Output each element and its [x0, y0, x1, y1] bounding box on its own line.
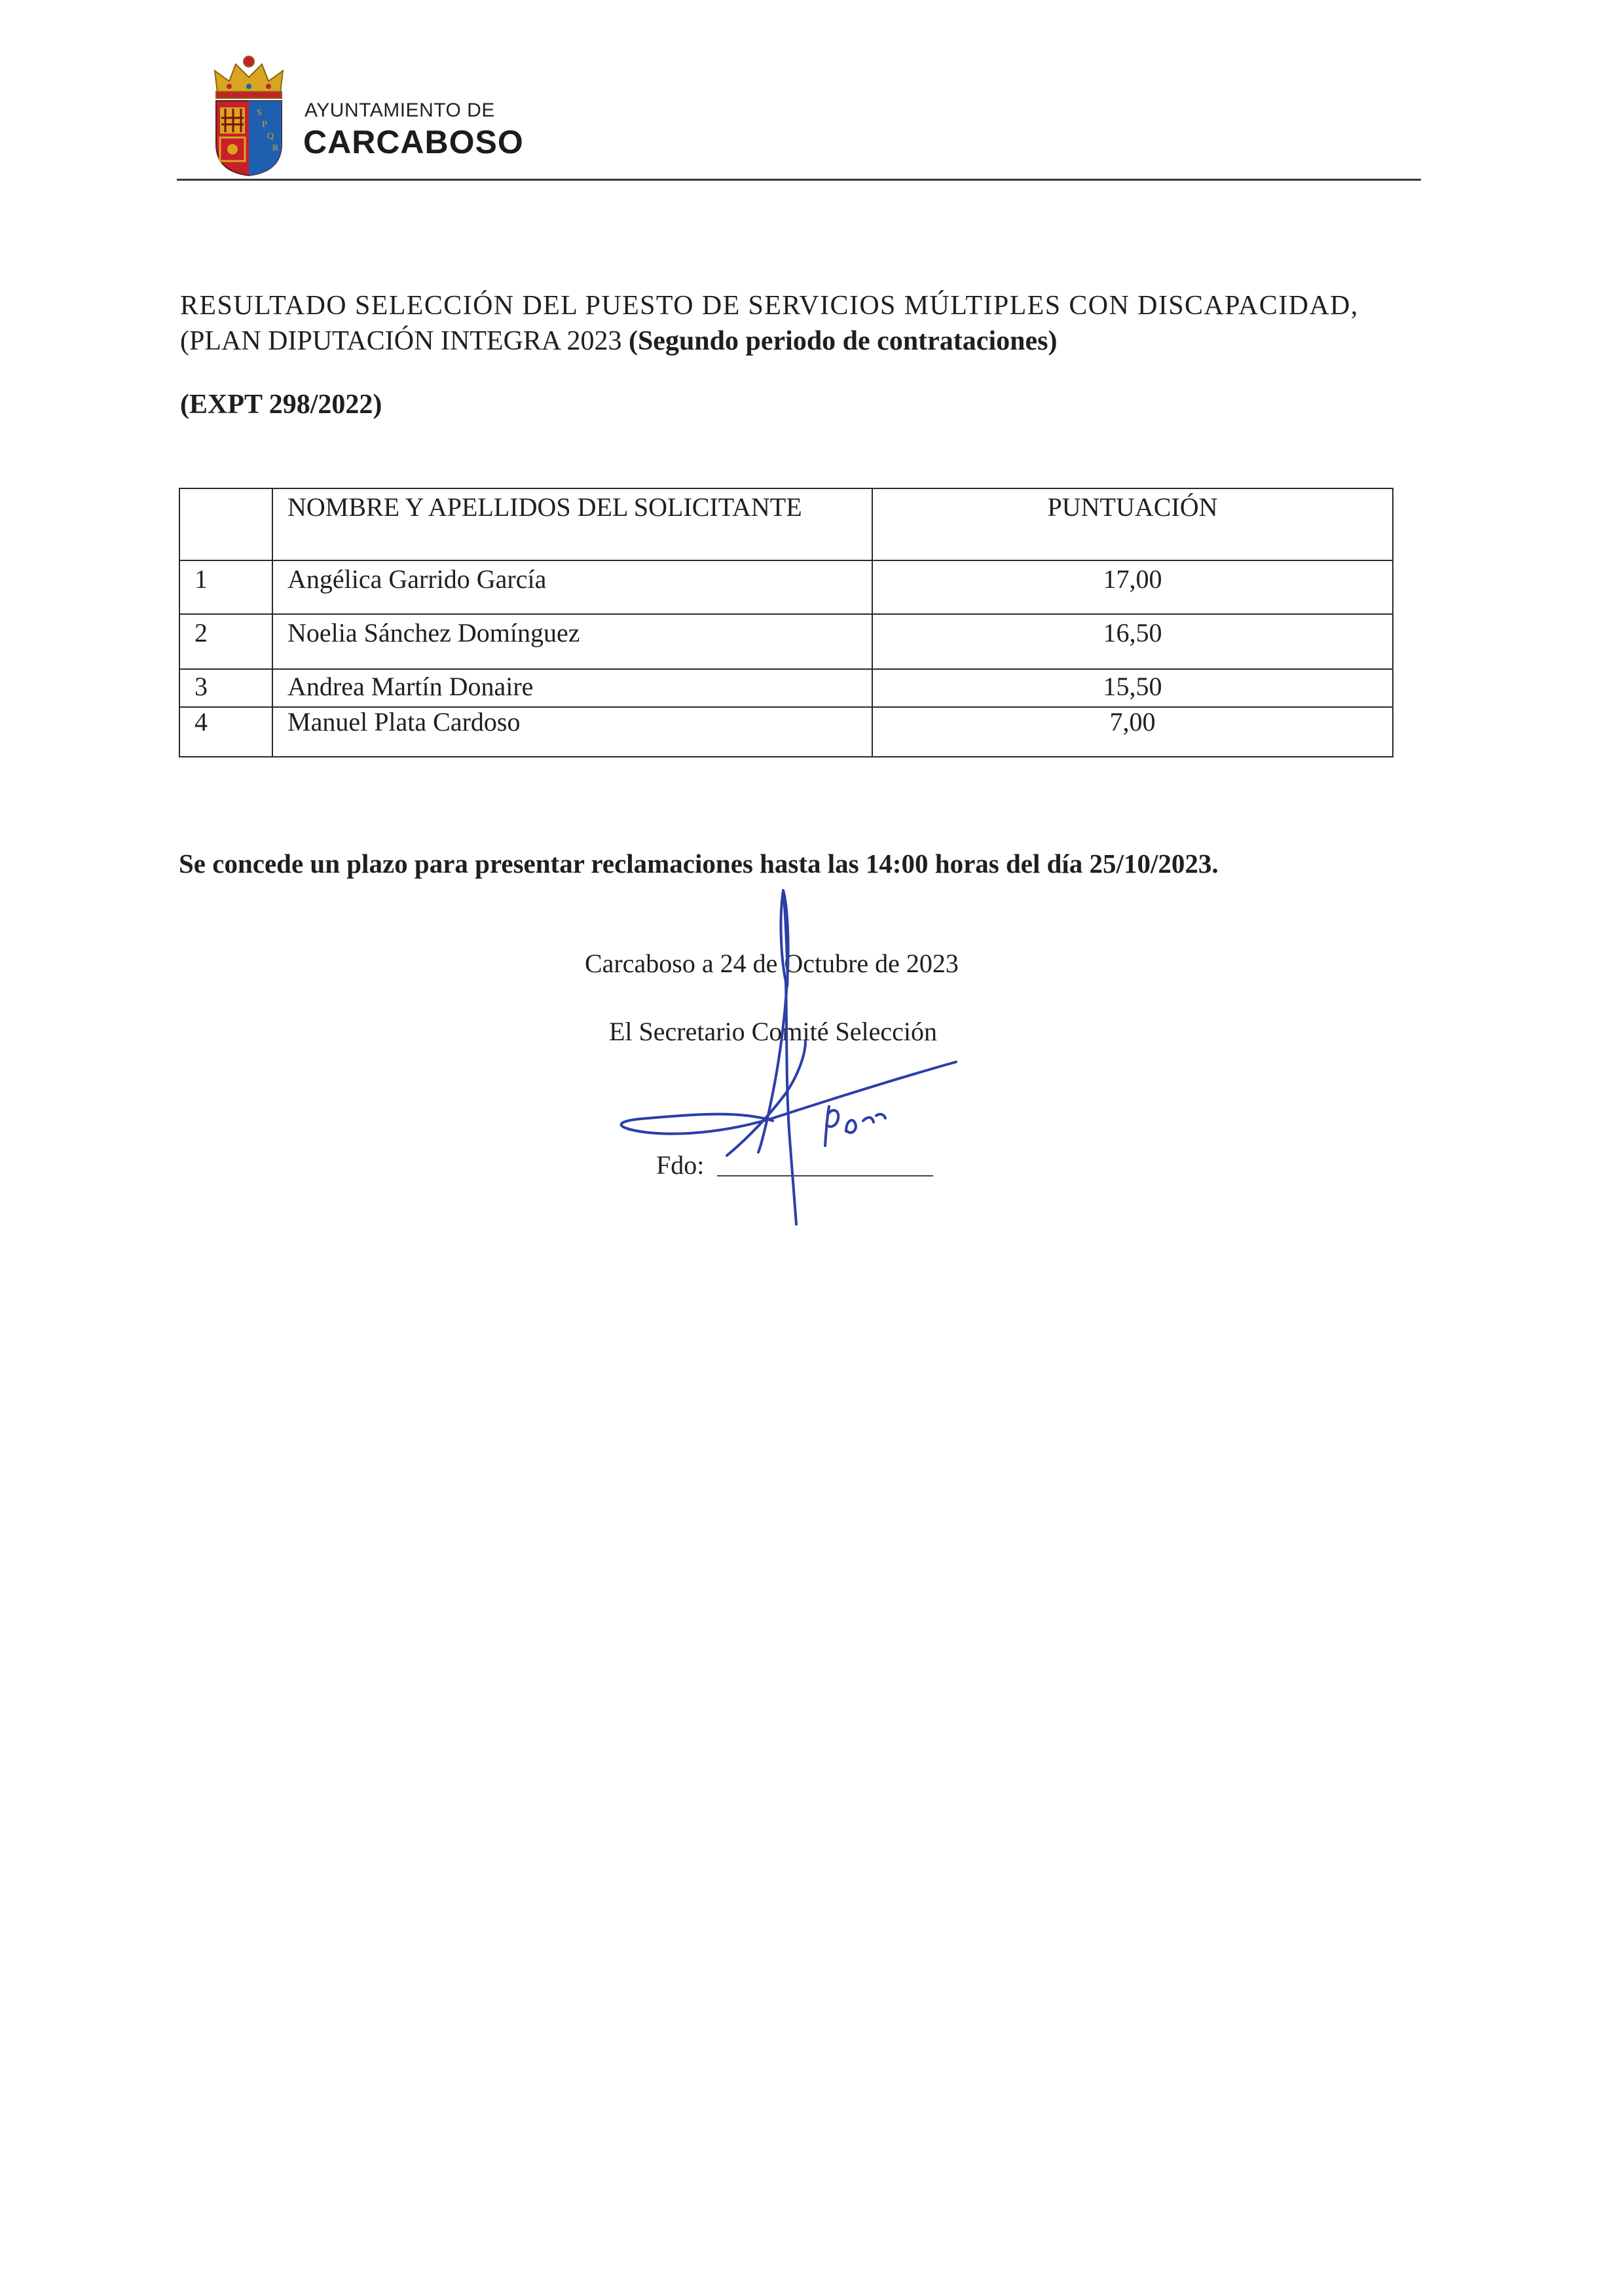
applicant-name: Noelia Sánchez Domínguez — [272, 614, 872, 669]
row-number: 2 — [179, 614, 272, 669]
letterhead — [177, 52, 1421, 183]
svg-text:Q: Q — [267, 132, 274, 141]
document-title — [180, 288, 1424, 359]
claims-deadline-notice: Se concede un plazo para presentar reclamaciones hasta las 14:00 horas del día 25/10/2023. — [179, 848, 1219, 879]
file-reference: (EXPT 298/2022) — [180, 390, 382, 420]
table-row — [179, 614, 1393, 669]
table-row — [179, 707, 1393, 757]
applicant-name: Angélica Garrido García — [272, 560, 872, 614]
column-header-index — [179, 488, 272, 560]
signer-role: El Secretario Comité Selección — [609, 1017, 937, 1046]
row-number: 1 — [179, 560, 272, 614]
applicant-score: 7,00 — [872, 707, 1393, 757]
column-header-name: NOMBRE Y APELLIDOS DEL SOLICITANTE — [272, 488, 872, 560]
svg-text:S: S — [257, 108, 262, 118]
title-line-2-normal: (PLAN DIPUTACIÓN INTEGRA 2023 — [180, 326, 629, 356]
title-line-2 — [180, 323, 1424, 359]
row-number: 4 — [179, 707, 272, 757]
column-header-score: PUNTUACIÓN — [872, 488, 1393, 560]
applicant-score: 16,50 — [872, 614, 1393, 669]
table-row — [179, 669, 1393, 707]
coat-of-arms-icon — [210, 52, 288, 177]
org-name-line1: AYUNTAMIENTO DE — [304, 100, 495, 121]
header-divider — [177, 179, 1421, 181]
table-header-row — [179, 488, 1393, 560]
handwritten-signature — [589, 877, 995, 1244]
table-row — [179, 560, 1393, 614]
applicant-name: Manuel Plata Cardoso — [272, 707, 872, 757]
title-line-2-bold: (Segundo periodo de contrataciones) — [628, 326, 1058, 356]
org-name-line2: CARCABOSO — [303, 124, 524, 160]
row-number: 3 — [179, 669, 272, 707]
svg-text:P: P — [262, 120, 267, 130]
applicant-score: 15,50 — [872, 669, 1393, 707]
results-table — [179, 488, 1393, 757]
title-line-1: RESULTADO SELECCIÓN DEL PUESTO DE SERVICIOS MÚLTIPLES CON DISCAPACIDAD, — [180, 291, 1359, 321]
applicant-score: 17,00 — [872, 560, 1393, 614]
place-and-date: Carcaboso a 24 de Octubre de 2023 — [585, 949, 959, 978]
applicant-name: Andrea Martín Donaire — [272, 669, 872, 707]
signed-label: Fdo: — [656, 1150, 705, 1180]
svg-text:R: R — [272, 143, 279, 153]
